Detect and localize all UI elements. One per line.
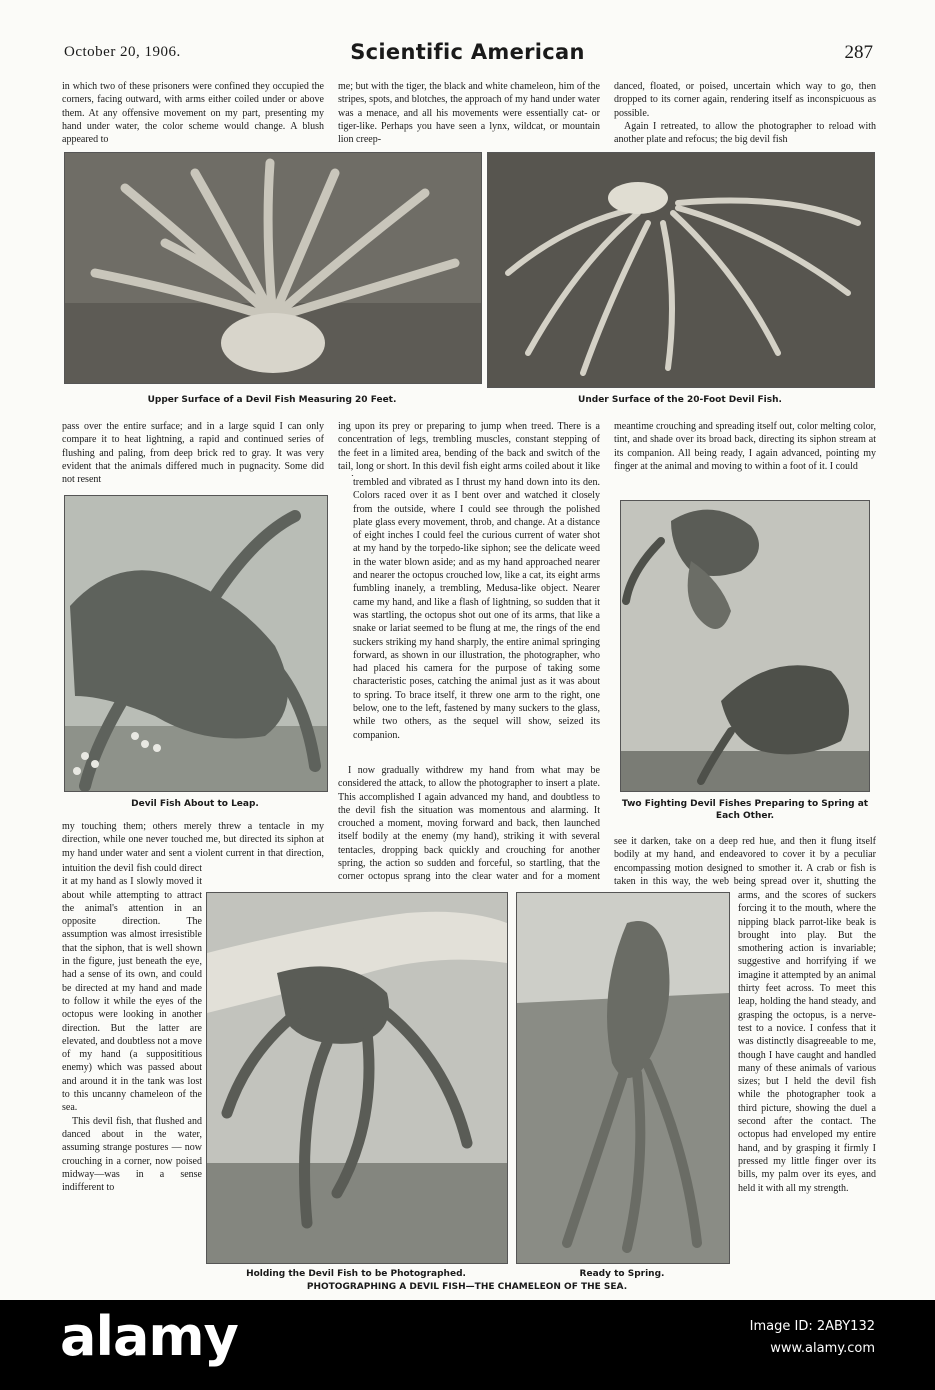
plate-title: PHOTOGRAPHING A DEVIL FISH—THE CHAMELEON OF THE SEA. — [306, 1282, 628, 1292]
caption-under-surface: Under Surface of the 20-Foot Devil Fish. — [578, 395, 782, 405]
photo-under-surface — [487, 152, 875, 388]
text-mid-a: ing upon its prey or preparing to jump when treed. There is a concentration of legs, trembling muscles, constant stepping of the feet in a limited area, bending of the back and switch of the tail, long or short. In this devil fish eight arms coiled about it like — [338, 421, 600, 472]
stock-info — [750, 1316, 875, 1360]
photo-about-to-leap — [64, 495, 328, 792]
caption-upper-surface: Upper Surface of a Devil Fish Measuring 20 Feet. — [147, 395, 397, 405]
alamy-logo: alamy — [60, 1305, 238, 1368]
caption-ready: Ready to Spring. — [579, 1269, 665, 1279]
magazine-title: Scientific American — [350, 40, 585, 64]
stock-url: www.alamy.com — [770, 1341, 875, 1356]
text-mid-b: trembled and vibrated as I thrust my hand down into its den. Colors raced over it as I bent over and watched it closely from the outside, where I could see through the polished plate glass every movement, throb, and change. At a distance of eight inches I could feel the curious current of water shot at my hand by the torpedo-like siphon; see the delicate weed in the water blown aside; and as my hand approached nearer and nearer the octopus crouched low, like a cat, its eight arms fumbling inanely, a trembling, Medusa-like object. Nearer came my hand, and like a flash of lightning, so sudden that it was startling, the octopus shot out one of its arms, that like a snake or lariat seemed to be flung at me, the rings of the end suckers striking my hand sharply, the entire animal springing forward, as shown in our illustration, the photographer, who had placed his camera for the purpose of taking some characteristic poses, catching the animal just as it was about to spring. To brace itself, it threw one arm to the right, one below, one to the left, fastened by many suckers to the glass, while two others, as the sequel will show, seized its companion. — [353, 477, 600, 741]
caption-two-fighting: Two Fighting Devil Fishes Preparing to Spring at Each Other. — [621, 799, 869, 821]
text-top-left: in which two of these prisoners were confined they occupied the corners, facing outward, with arms either coiled under or above them. At any offensive movement on my part, presenting my hand under water, the color scheme would change. A blush appeared to — [62, 81, 324, 146]
text-mid-c: I now gradually withdrew my hand from what may be considered the attack, to allow the photographer to insert a plate. This accomplished I again advanced my hand, and doubtless to the devil fish the situation was momentous and alarming. It crouched a moment, moving forward and back, then launched itself bodily at the enemy (my hand), striking it with several tentacles, dropping back quickly and crouching for another spring, the action so sudden and forceful, so startling, that the corner octopus sprang into the clear water and for a moment — [338, 765, 600, 883]
text-left-b: my touching them; others merely threw a tentacle in my direction, while one never touched me, but directed its siphon at my hand under water and sent a violent current in that direction, — [62, 821, 324, 859]
photo-two-fighting — [620, 500, 870, 792]
text-top-right: danced, floated, or poised, uncertain which way to go, then dropped to its corner again, rendering itself as inconspicuous as possible. Again I retreated, to allow the photographer to reload with another plate and refocus; the big devil fish — [614, 81, 876, 146]
issue-date: October 20, 1906. — [64, 44, 181, 60]
photo-holding — [206, 892, 508, 1264]
text-right-a: meantime crouching and spreading itself out, color melting color, tint, and shade over its broad back, directing its siphon stream at its companion. All being ready, I again advanced, pointing my finger at the animal and moving to within a foot of it. I could — [614, 421, 876, 472]
text-left-a: pass over the entire surface; and in a large squid I can only compare it to heat lightning, a rapid and continued series of flushing and paling, from deep brick red to gray. It was very evident that the animals differed much in pugnacity. Some did not resent — [62, 421, 324, 486]
image-id: Image ID: 2ABY132 — [749, 1319, 875, 1334]
text-right-b: see it darken, take on a deep red hue, and then it flung itself bodily at my hand, and endeavored to cover it by a peculiar encompassing motion designed to smother it. A crab or fish is taken in this way, the web being spread over it, shutting the — [614, 836, 876, 887]
page-number: 287 — [844, 42, 873, 63]
text-right-narrow: arms, and the scores of suckers forcing it to the mouth, where the nipping black parrot-like beak is brought into play. But the smothering action is invariable; suggestive and horrifying if we imagine it attempted by an animal thirty feet across. To meet this leap, holding the hand steady, and grasping the octopus, is a nerve-test to a novice. I confess that it was distinctly disagreeable to me, though I have caught and handled many of these animals of various sizes; but I held the devil fish while the photographer took a third picture, showing the duel a second after the contact. The octopus had enveloped my entire hand, and by grasping it firmly I pressed my little finger over its bills, my palm over its eyes, and held it with all my strength. — [738, 890, 876, 1194]
caption-about-to-leap: Devil Fish About to Leap. — [131, 799, 259, 809]
text-top-mid: me; but with the tiger, the black and white chameleon, him of the stripes, spots, and blotches, the approach of my hand under water was a menace, and all his movements were essentially cat- or tiger-like. Perhaps you have seen a lynx, wildcat, or mountain lion creep- — [338, 81, 600, 146]
text-left-narrow: intuition the devil fish could direct it at my hand as I slowly moved it about while attempting to attract the animal's attention in an opposite direction. The assumption was almost irresistible that the siphon, that is well shown in the figure, just beneath the eye, had a sense of its own, and could be directed at my hand and made to follow it while the eyes of the octopus were looking in another direction. But the latter are elevated, and doubtless not a move of my hand (a supposititious enemy) which was passed about and around it in the tank was lost to this uncanny chameleon of the sea. This devil fish, that flushed and danced about in the water, assuming strange postures — now crouching in a corner, now poised midway—was in a sense indifferent to — [62, 863, 202, 1194]
photo-upper-surface — [64, 152, 482, 384]
photo-ready-to-spring — [516, 892, 730, 1264]
caption-holding: Holding the Devil Fish to be Photographed. — [246, 1269, 466, 1279]
